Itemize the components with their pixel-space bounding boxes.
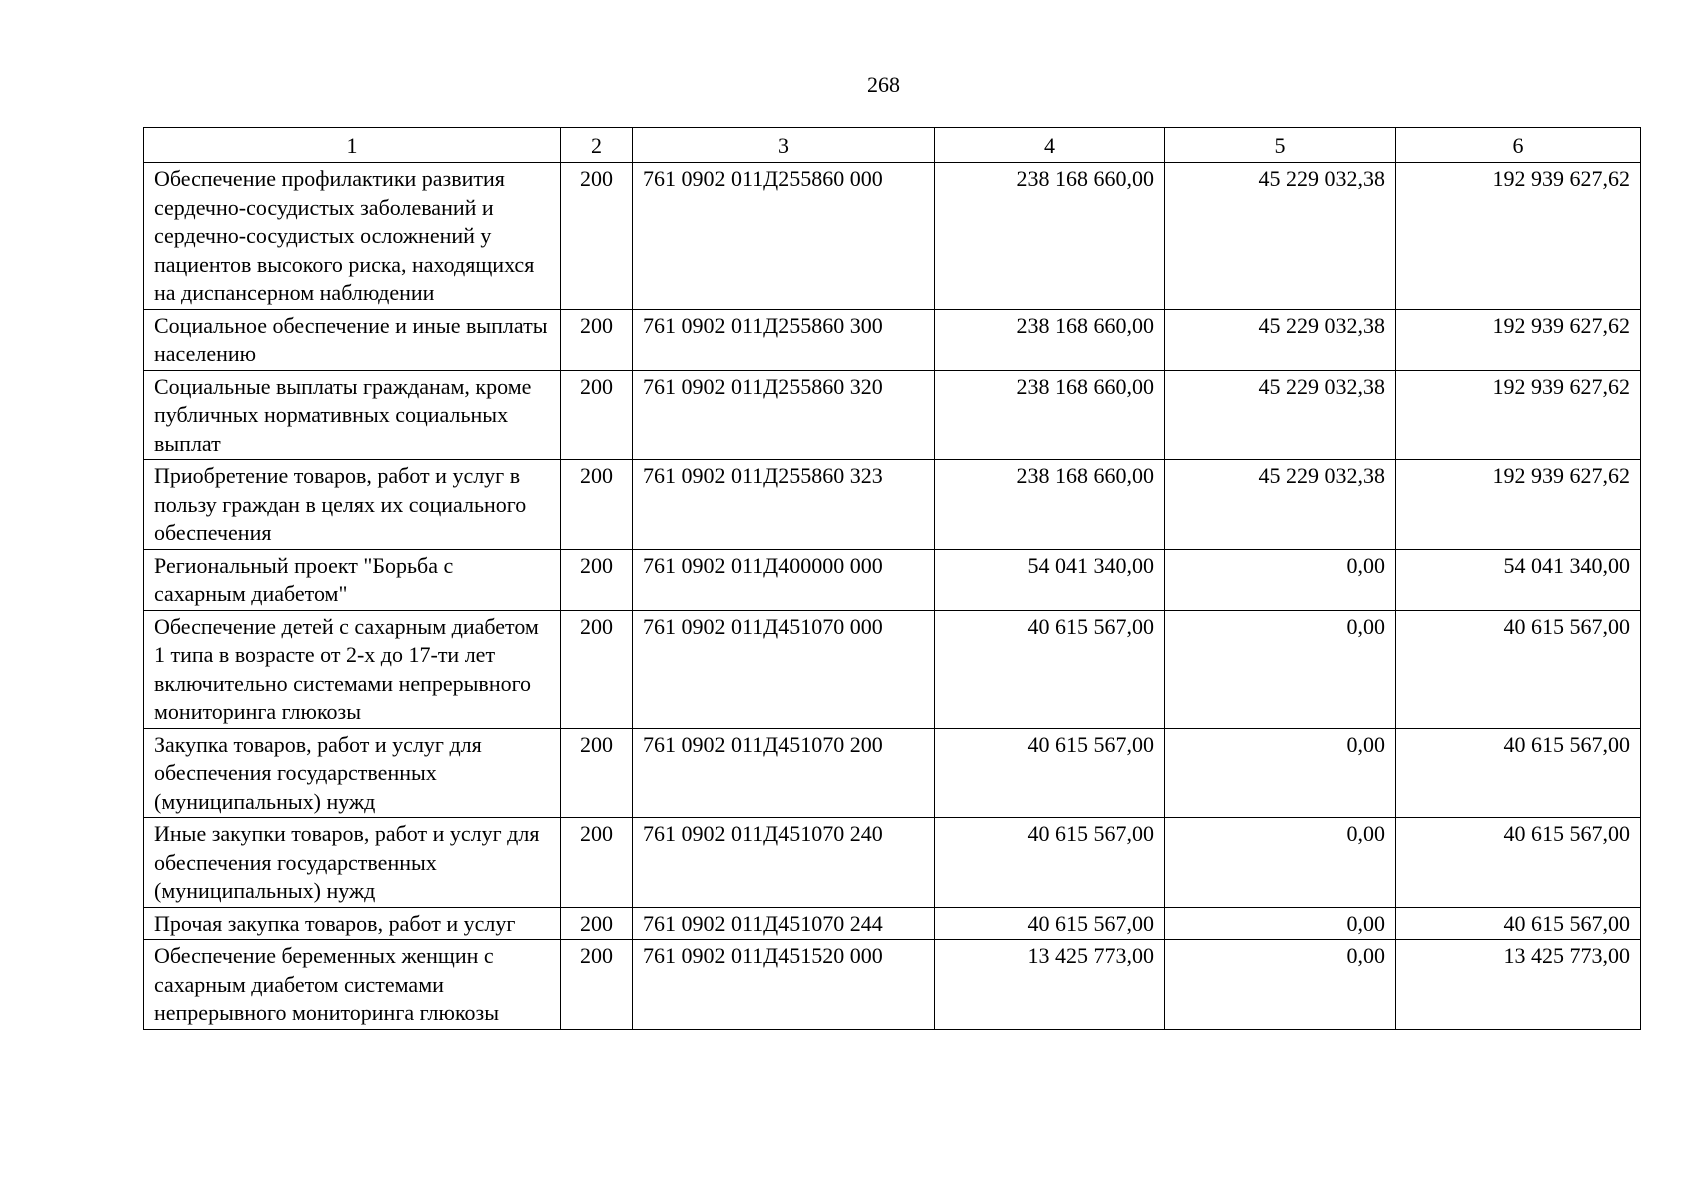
row-name: Обеспечение детей с сахарным диабетом 1 типа в возрасте от 2-х до 17-ти лет включительно системами непрерывного мониторинга глюкозы bbox=[144, 610, 561, 728]
column-header-5: 5 bbox=[1165, 128, 1396, 163]
row-classification-code: 761 0902 011Д451070 244 bbox=[633, 907, 935, 940]
column-header-6: 6 bbox=[1396, 128, 1641, 163]
row-classification-code: 761 0902 011Д255860 000 bbox=[633, 163, 935, 310]
row-name: Социальное обеспечение и иные выплаты населению bbox=[144, 309, 561, 370]
row-name: Региональный проект "Борьба с сахарным диабетом" bbox=[144, 549, 561, 610]
row-value-col5: 0,00 bbox=[1165, 940, 1396, 1030]
row-name: Иные закупки товаров, работ и услуг для обеспечения государственных (муниципальных) нужд bbox=[144, 818, 561, 908]
budget-table bbox=[143, 127, 1641, 1030]
table-row bbox=[144, 163, 1641, 310]
table-row bbox=[144, 907, 1641, 940]
row-code: 200 bbox=[561, 370, 633, 460]
header-row bbox=[144, 128, 1641, 163]
column-header-4: 4 bbox=[935, 128, 1165, 163]
row-value-col6: 192 939 627,62 bbox=[1396, 309, 1641, 370]
row-code: 200 bbox=[561, 460, 633, 550]
row-value-col4: 238 168 660,00 bbox=[935, 370, 1165, 460]
row-classification-code: 761 0902 011Д400000 000 bbox=[633, 549, 935, 610]
row-classification-code: 761 0902 011Д255860 320 bbox=[633, 370, 935, 460]
row-value-col6: 192 939 627,62 bbox=[1396, 163, 1641, 310]
row-classification-code: 761 0902 011Д451070 200 bbox=[633, 728, 935, 818]
row-value-col6: 40 615 567,00 bbox=[1396, 728, 1641, 818]
row-value-col5: 45 229 032,38 bbox=[1165, 309, 1396, 370]
row-value-col4: 40 615 567,00 bbox=[935, 728, 1165, 818]
row-value-col5: 0,00 bbox=[1165, 728, 1396, 818]
row-value-col4: 40 615 567,00 bbox=[935, 818, 1165, 908]
row-value-col6: 192 939 627,62 bbox=[1396, 460, 1641, 550]
row-value-col5: 0,00 bbox=[1165, 818, 1396, 908]
row-code: 200 bbox=[561, 818, 633, 908]
row-code: 200 bbox=[561, 610, 633, 728]
row-code: 200 bbox=[561, 907, 633, 940]
row-classification-code: 761 0902 011Д451070 240 bbox=[633, 818, 935, 908]
row-classification-code: 761 0902 011Д451520 000 bbox=[633, 940, 935, 1030]
row-value-col4: 238 168 660,00 bbox=[935, 163, 1165, 310]
row-value-col4: 238 168 660,00 bbox=[935, 309, 1165, 370]
row-classification-code: 761 0902 011Д255860 323 bbox=[633, 460, 935, 550]
row-value-col4: 238 168 660,00 bbox=[935, 460, 1165, 550]
table-row bbox=[144, 728, 1641, 818]
row-name: Обеспечение беременных женщин с сахарным диабетом системами непрерывного мониторинга глюкозы bbox=[144, 940, 561, 1030]
column-header-3: 3 bbox=[633, 128, 935, 163]
row-value-col6: 54 041 340,00 bbox=[1396, 549, 1641, 610]
row-name: Приобретение товаров, работ и услуг в пользу граждан в целях их социального обеспечения bbox=[144, 460, 561, 550]
row-value-col5: 0,00 bbox=[1165, 907, 1396, 940]
row-classification-code: 761 0902 011Д255860 300 bbox=[633, 309, 935, 370]
row-name: Социальные выплаты гражданам, кроме публичных нормативных социальных выплат bbox=[144, 370, 561, 460]
row-name: Обеспечение профилактики развития сердечно-сосудистых заболеваний и сердечно-сосудистых осложнений у пациентов высокого риска, находящихся на диспансерном наблюдении bbox=[144, 163, 561, 310]
row-value-col6: 13 425 773,00 bbox=[1396, 940, 1641, 1030]
row-code: 200 bbox=[561, 940, 633, 1030]
row-value-col6: 192 939 627,62 bbox=[1396, 370, 1641, 460]
page-number: 268 bbox=[867, 72, 900, 97]
table-row bbox=[144, 460, 1641, 550]
column-header-2: 2 bbox=[561, 128, 633, 163]
table-header bbox=[144, 128, 1641, 163]
row-code: 200 bbox=[561, 549, 633, 610]
row-code: 200 bbox=[561, 163, 633, 310]
table-body bbox=[144, 163, 1641, 1030]
row-name: Закупка товаров, работ и услуг для обеспечения государственных (муниципальных) нужд bbox=[144, 728, 561, 818]
row-classification-code: 761 0902 011Д451070 000 bbox=[633, 610, 935, 728]
row-value-col4: 54 041 340,00 bbox=[935, 549, 1165, 610]
row-value-col5: 45 229 032,38 bbox=[1165, 370, 1396, 460]
row-value-col4: 40 615 567,00 bbox=[935, 610, 1165, 728]
row-value-col4: 40 615 567,00 bbox=[935, 907, 1165, 940]
table-row bbox=[144, 370, 1641, 460]
column-header-1: 1 bbox=[144, 128, 561, 163]
row-value-col5: 0,00 bbox=[1165, 610, 1396, 728]
row-value-col6: 40 615 567,00 bbox=[1396, 818, 1641, 908]
row-value-col6: 40 615 567,00 bbox=[1396, 610, 1641, 728]
table-row bbox=[144, 549, 1641, 610]
row-value-col5: 45 229 032,38 bbox=[1165, 460, 1396, 550]
table-row bbox=[144, 309, 1641, 370]
table-row bbox=[144, 818, 1641, 908]
row-value-col6: 40 615 567,00 bbox=[1396, 907, 1641, 940]
row-value-col5: 0,00 bbox=[1165, 549, 1396, 610]
row-code: 200 bbox=[561, 728, 633, 818]
row-code: 200 bbox=[561, 309, 633, 370]
table-row bbox=[144, 610, 1641, 728]
row-value-col5: 45 229 032,38 bbox=[1165, 163, 1396, 310]
row-name: Прочая закупка товаров, работ и услуг bbox=[144, 907, 561, 940]
row-value-col4: 13 425 773,00 bbox=[935, 940, 1165, 1030]
table-row bbox=[144, 940, 1641, 1030]
